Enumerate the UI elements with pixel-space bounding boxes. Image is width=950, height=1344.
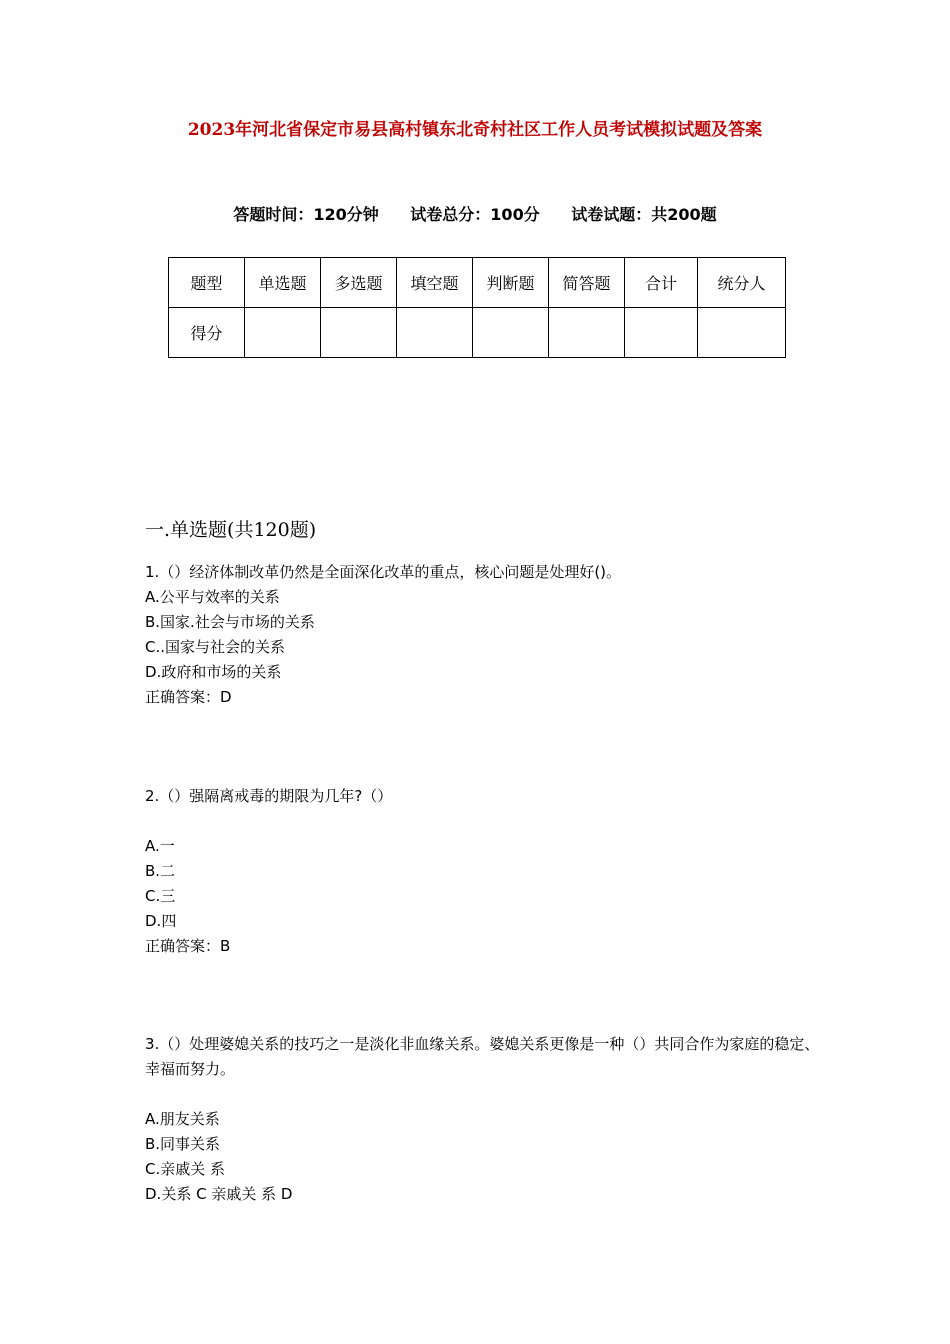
question-stem: 2.（）强隔离戒毒的期限为几年?（） [145, 787, 393, 805]
exam-meta [0, 202, 950, 225]
score-cell [321, 308, 397, 358]
score-cell [625, 308, 698, 358]
score-table-header-row [169, 258, 786, 308]
option-a: A.一 [145, 837, 175, 855]
header-cell-short-answer: 简答题 [549, 258, 625, 308]
option-d: D.政府和市场的关系 [145, 663, 282, 681]
option-d: D.四 [145, 912, 177, 930]
document-title: 2023年河北省保定市易县高村镇东北奇村社区工作人员考试模拟试题及答案 [187, 120, 763, 140]
section-title: 一.单选题(共120题) [145, 519, 317, 541]
exam-time: 答题时间：120分钟 [233, 205, 379, 224]
option-b: B.二 [145, 862, 176, 880]
question-2 [145, 784, 825, 959]
header-cell-total: 合计 [625, 258, 698, 308]
header-cell-fill-blank: 填空题 [397, 258, 473, 308]
option-b: B.国家.社会与市场的关系 [145, 613, 315, 631]
option-a: A.朋友关系 [145, 1110, 220, 1128]
option-d: D.关系 C 亲戚关 系 D [145, 1185, 293, 1203]
question-stem: 3.（）处理婆媳关系的技巧之一是淡化非血缘关系。婆媳关系更像是一种（）共同合作为家庭的稳定、幸福而努力。 [145, 1035, 820, 1078]
correct-answer: 正确答案：D [145, 688, 232, 706]
score-cell [245, 308, 321, 358]
correct-answer: 正确答案：B [145, 937, 231, 955]
score-table [168, 257, 786, 358]
header-cell-scorer: 统分人 [698, 258, 786, 308]
question-stem: 1.（）经济体制改革仍然是全面深化改革的重点，核心问题是处理好()。 [145, 563, 622, 581]
score-cell [397, 308, 473, 358]
option-c: C.三 [145, 887, 176, 905]
score-cell [473, 308, 549, 358]
exam-total-score: 试卷总分：100分 [410, 205, 540, 224]
header-cell-true-false: 判断题 [473, 258, 549, 308]
option-c: C..国家与社会的关系 [145, 638, 286, 656]
score-cell [698, 308, 786, 358]
score-cell [549, 308, 625, 358]
header-cell-type: 题型 [169, 258, 245, 308]
score-table-score-row [169, 308, 786, 358]
header-cell-multi-choice: 多选题 [321, 258, 397, 308]
row-label-score: 得分 [169, 308, 245, 358]
question-1 [145, 560, 825, 710]
option-c: C.亲戚关 系 [145, 1160, 226, 1178]
exam-question-count: 试卷试题：共200题 [571, 205, 717, 224]
option-a: A.公平与效率的关系 [145, 588, 280, 606]
header-cell-single-choice: 单选题 [245, 258, 321, 308]
option-b: B.同事关系 [145, 1135, 221, 1153]
question-3 [145, 1032, 825, 1207]
